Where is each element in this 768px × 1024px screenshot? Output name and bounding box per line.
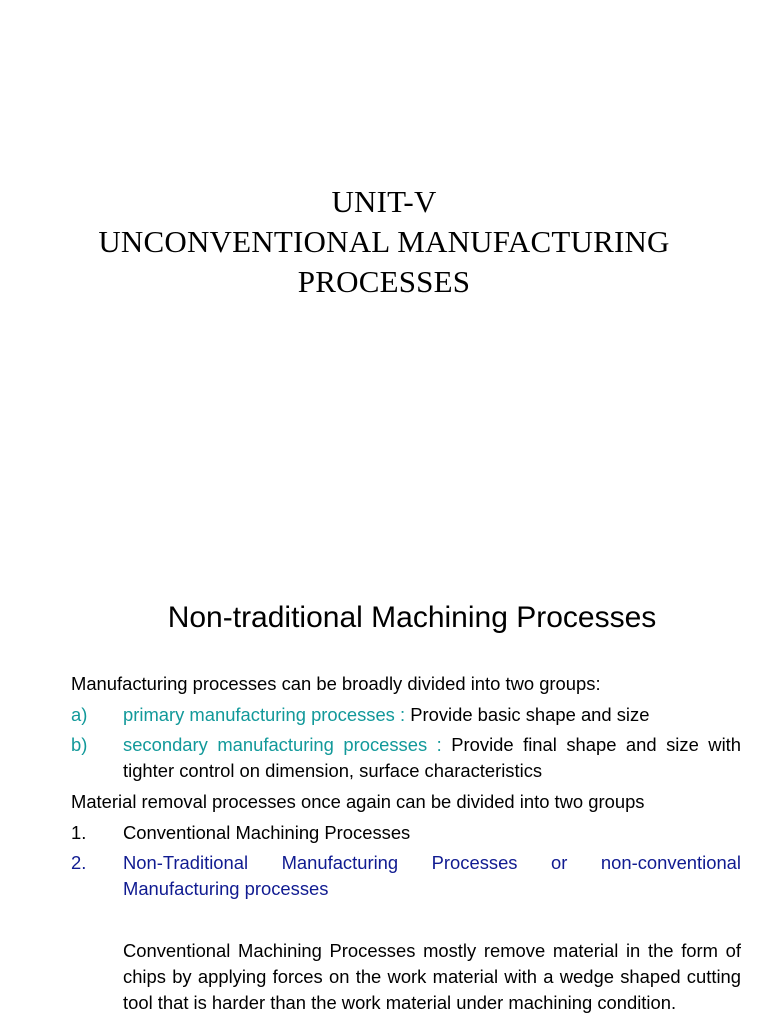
list-marker: 2. bbox=[71, 852, 87, 873]
group-item-primary bbox=[71, 702, 741, 728]
list-marker: a) bbox=[71, 704, 88, 725]
removal-item-conventional bbox=[71, 820, 741, 846]
section-title: Non-traditional Machining Processes bbox=[167, 601, 657, 634]
title-line-subject: UNCONVENTIONAL MANUFACTURING bbox=[98, 224, 670, 259]
group-term: primary manufacturing processes : bbox=[123, 704, 406, 725]
group-description: Provide final shape and size with tighter control on dimension, surface characteristics bbox=[123, 734, 741, 781]
conventional-machining-paragraph: Conventional Machining Processes mostly remove material in the form of chips by applying forces on the work material with a wedge shaped cutting tool that is harder than the work material under machining condition. bbox=[123, 940, 741, 1013]
title-line-processes: PROCESSES bbox=[297, 264, 471, 299]
group-item-secondary bbox=[71, 732, 741, 784]
intro-text: Manufacturing processes can be broadly divided into two groups: bbox=[71, 673, 601, 694]
title-line-unit: UNIT-V bbox=[331, 184, 437, 219]
group-description: Provide basic shape and size bbox=[405, 704, 650, 725]
removal-item-nontraditional bbox=[71, 850, 741, 902]
removal-intro-text: Material removal processes once again can be divided into two groups bbox=[71, 791, 645, 812]
slide-title bbox=[0, 182, 768, 302]
list-marker: b) bbox=[71, 734, 88, 755]
list-marker: 1. bbox=[71, 822, 87, 843]
removal-item-text: Non-Traditional Manufacturing Processes or non-conventional Manufacturing processes bbox=[123, 852, 741, 899]
removal-item-text: Conventional Machining Processes bbox=[123, 822, 411, 843]
group-term: secondary manufacturing processes : bbox=[123, 734, 442, 755]
